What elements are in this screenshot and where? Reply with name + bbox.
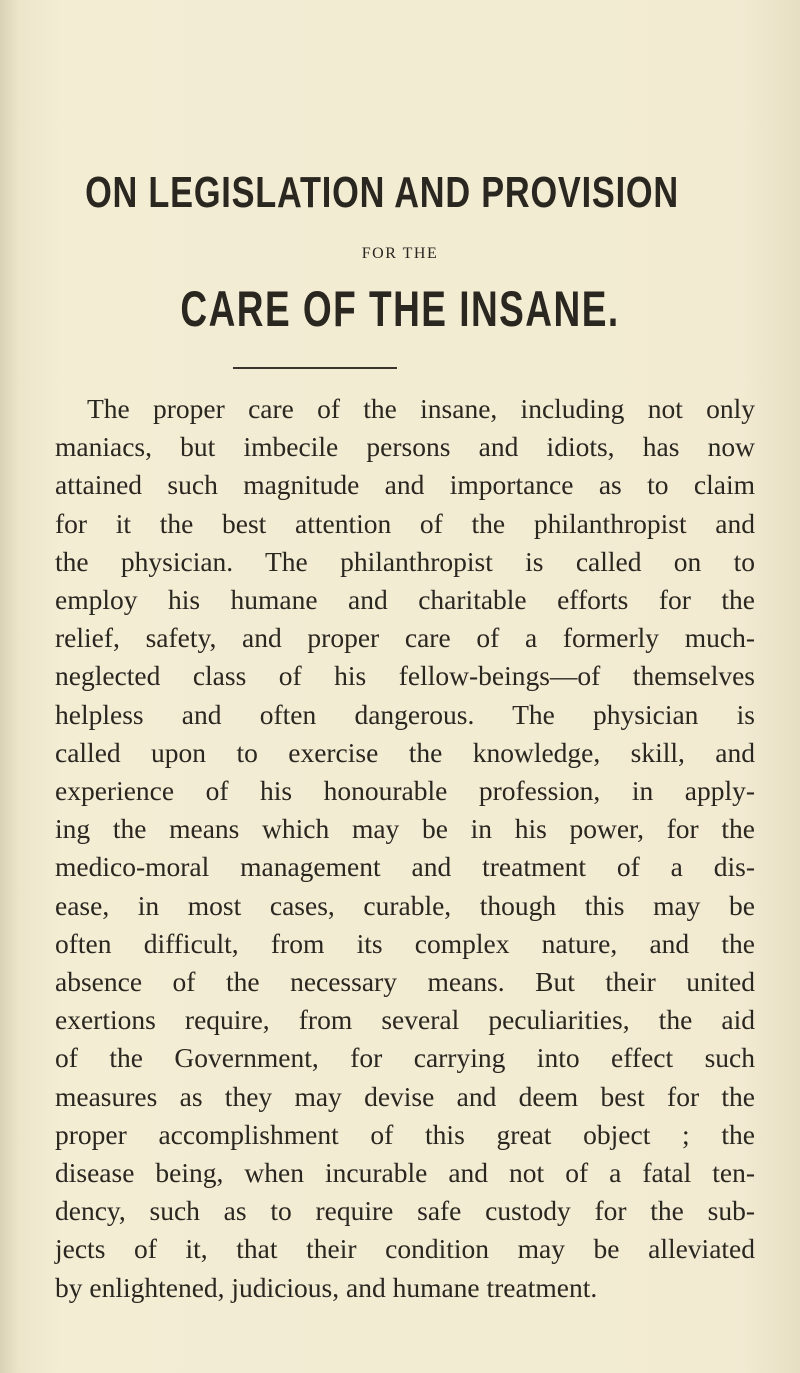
text-line: exertions require, from several peculiarities, the aid (55, 1004, 755, 1036)
body-paragraph (55, 390, 755, 1307)
text-line: jects of it, that their condition may be alleviated (55, 1233, 755, 1265)
text-line: ease, in most cases, curable, though this may be (55, 889, 755, 921)
text-line: measures as they may devise and deem best for the (55, 1080, 755, 1112)
text-line: attained such magnitude and importance as to claim (55, 469, 755, 501)
text-line: dency, such as to require safe custody for the sub- (55, 1195, 755, 1227)
text-line: for it the best attention of the philanthropist and (55, 507, 755, 539)
text-line: experience of his honourable profession, in apply- (55, 775, 755, 807)
text-line: relief, safety, and proper care of a formerly much- (55, 622, 755, 654)
text-line: helpless and often dangerous. The physician is (55, 698, 755, 730)
text-line: often difficult, from its complex nature, and the (55, 927, 755, 959)
text-line: proper accomplishment of this great object ; the (55, 1118, 755, 1150)
text-line: The proper care of the insane, including not only (87, 393, 755, 424)
title-subline: FOR THE (361, 245, 439, 262)
text-line: maniacs, but imbecile persons and idiots, has now (55, 431, 755, 463)
text-line: of the Government, for carrying into effect such (55, 1042, 755, 1074)
text-line: the physician. The philanthropist is called on to (55, 545, 755, 577)
text-line: disease being, when incurable and not of a fatal ten- (55, 1157, 755, 1189)
text-line: neglected class of his fellow-beings—of themselves (55, 660, 755, 692)
text-line: medico-moral management and treatment of a dis- (55, 851, 755, 883)
text-line: called upon to exercise the knowledge, skill, and (55, 736, 755, 768)
text-line: ing the means which may be in his power, for the (55, 813, 755, 845)
text-line: absence of the necessary means. But their united (55, 966, 755, 998)
title-line-2: CARE OF THE INSANE. (180, 281, 620, 337)
title-rule (233, 367, 397, 369)
title-line-1: ON LEGISLATION AND PROVISION (85, 168, 679, 217)
text-line: by enlightened, judicious, and humane treatment. (55, 1271, 598, 1303)
text-line: employ his humane and charitable efforts for the (55, 584, 755, 616)
